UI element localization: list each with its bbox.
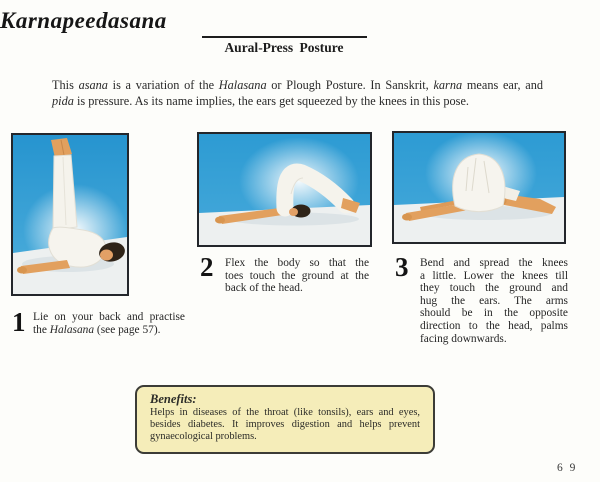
pose-photo-1	[11, 133, 129, 296]
page-number: 6 9	[557, 462, 578, 474]
benefits-box	[135, 385, 435, 454]
intro-paragraph: This asana is a variation of the Halasana or Plough Posture. In Sanskrit, karna means ear, and pida is pressure. As its name implies, the ears get squeezed by the knees in this pose.	[52, 78, 544, 108]
step-1-number: 1	[12, 307, 26, 337]
step-1-caption: Lie on your back and practise the Halasana (see page 57).	[33, 311, 185, 336]
step-2-number: 2	[200, 252, 214, 282]
photo2-hands	[215, 217, 225, 224]
step-3-number: 3	[395, 252, 409, 282]
pose-photo-2	[197, 132, 372, 247]
photo3-hands	[402, 214, 412, 221]
benefits-body: Helps in diseases of the throat (like tonsils), ears and eyes, besides diabetes. It improves digestion and helps prevent gynaecological problems.	[150, 407, 420, 443]
pose-photo-3-illustration	[394, 133, 564, 242]
photo1-face	[100, 250, 113, 261]
page-subtitle: Aural-Press Posture	[224, 40, 344, 55]
step-3-caption: Bend and spread the knees a little. Lower the knees till they touch the ground and hug the ears. The arms should be in the opposite direction to the head, palms facing downwards.	[420, 257, 568, 345]
photo3-folded-body	[453, 154, 505, 212]
benefits-title: Benefits:	[150, 392, 197, 406]
title-underline	[202, 36, 367, 38]
photo1-hand	[17, 267, 27, 274]
pose-photo-1-illustration	[13, 135, 127, 294]
pose-photo-3	[392, 131, 566, 244]
pose-photo-2-illustration	[199, 134, 370, 245]
photo2-face	[289, 208, 298, 216]
page-title: Karnapeedasana	[0, 8, 167, 33]
step-2-caption: Flex the body so that the toes touch the ground at the back of the head.	[225, 257, 369, 295]
